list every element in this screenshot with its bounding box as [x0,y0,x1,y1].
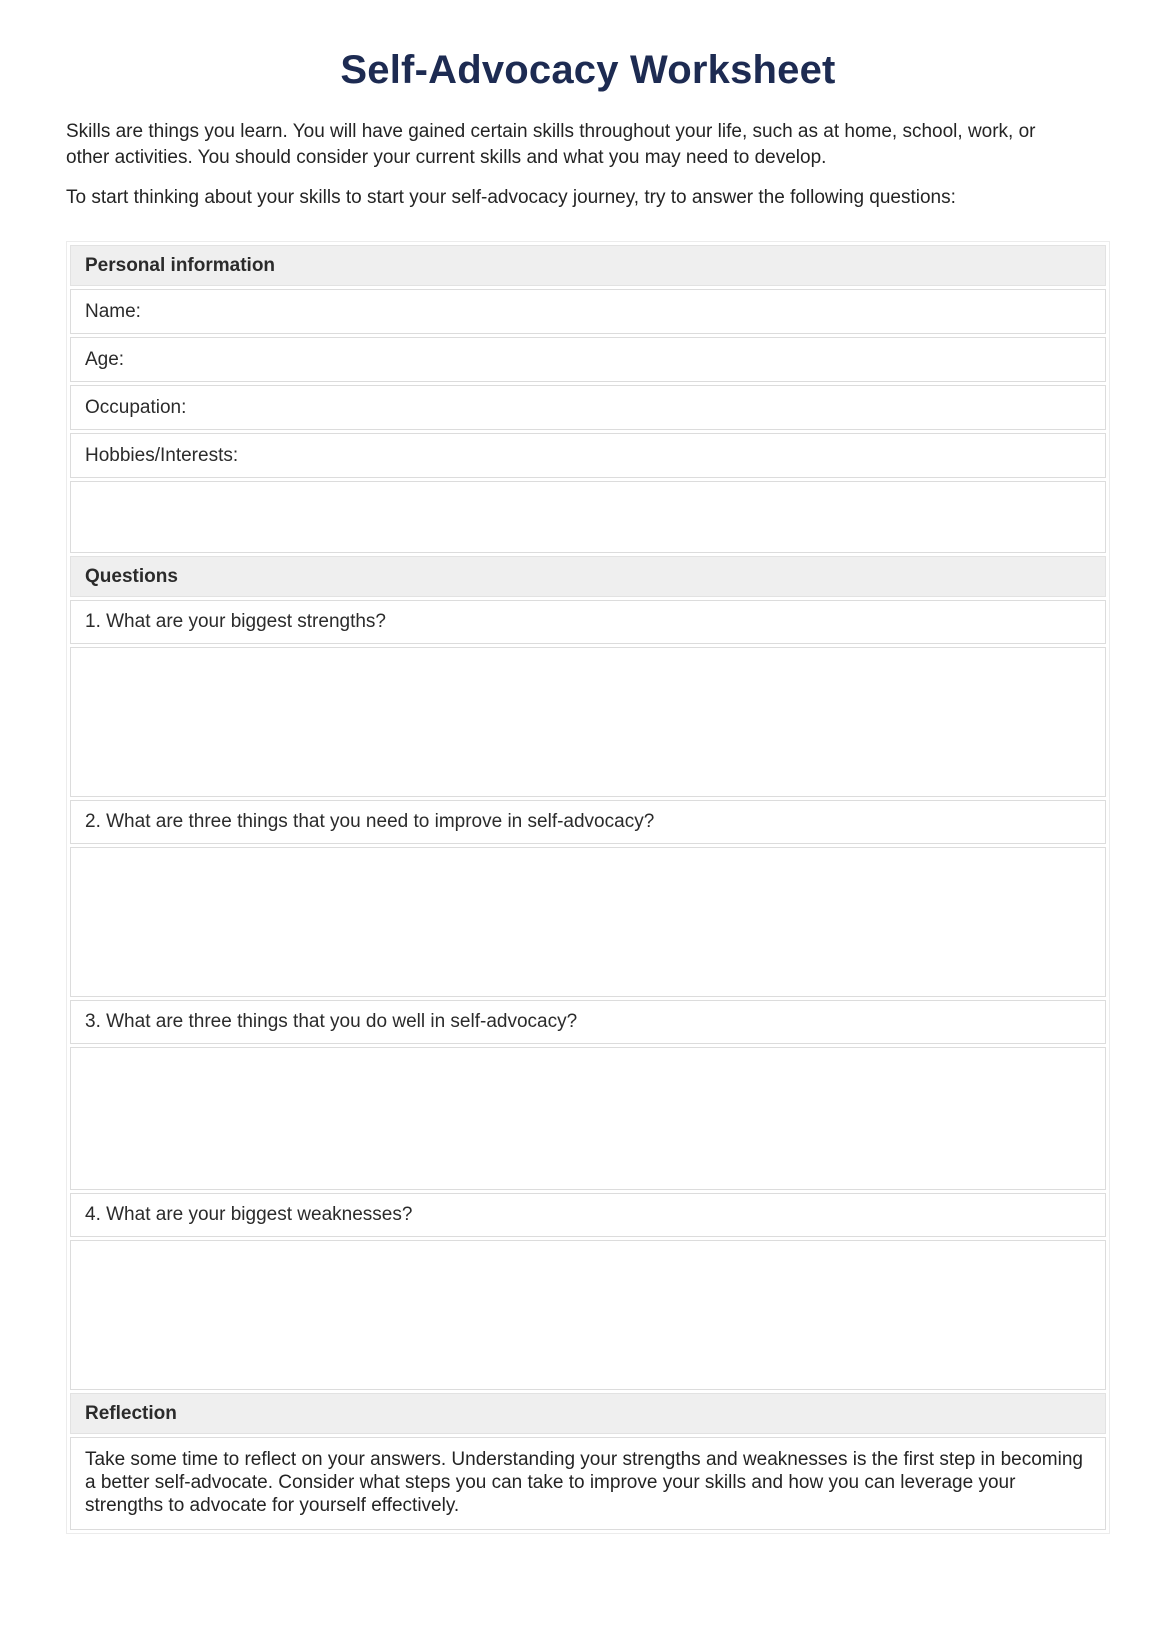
question-1-text: 1. What are your biggest strengths? [85,611,386,632]
question-3-answer-area[interactable] [70,1047,1106,1190]
section-header-questions [70,556,1106,597]
section-header-reflection-label: Reflection [85,1402,177,1424]
question-2-answer-area[interactable] [70,847,1106,997]
hobbies-interests-field-row[interactable] [70,433,1106,478]
intro-paragraph-1: Skills are things you learn. You will have gained certain skills throughout your life, such as at home, school, work, or other activities. You should consider your current skills and what you may need to develop. [66,121,1036,168]
age-field-row[interactable] [70,337,1106,382]
question-4-answer-area[interactable] [70,1240,1106,1390]
section-header-personal-information-label: Personal information [85,254,276,276]
question-2-row [70,800,1106,844]
question-4-text: 4. What are your biggest weaknesses? [85,1204,413,1225]
hobbies-interests-answer-area[interactable] [70,481,1106,553]
reflection-text-row [70,1437,1106,1530]
question-1-answer-area[interactable] [70,647,1106,797]
occupation-field-row[interactable] [70,385,1106,430]
occupation-field-label: Occupation: [85,396,187,418]
worksheet-table [66,241,1110,1534]
section-header-personal-information [70,245,1106,286]
reflection-text: Take some time to reflect on your answers. Understanding your strengths and weaknesses is the first step in becoming a better self-advocate. Consider what steps you can take to improve your skills and how you can leverage your strengths to advocate for yourself effectively. [85,1449,1083,1516]
age-field-label: Age: [85,348,125,370]
question-4-row [70,1193,1106,1237]
question-3-text: 3. What are three things that you do well in self-advocacy? [85,1011,578,1032]
question-1-row [70,600,1106,644]
section-header-questions-label: Questions [85,565,178,587]
name-field-label: Name: [85,300,141,322]
name-field-row[interactable] [70,289,1106,334]
intro-section [66,119,1110,211]
question-3-row [70,1000,1106,1044]
section-header-reflection [70,1393,1106,1434]
page-title: Self-Advocacy Worksheet [340,48,836,92]
question-2-text: 2. What are three things that you need to improve in self-advocacy? [85,811,655,832]
hobbies-interests-field-label: Hobbies/Interests: [85,444,239,466]
intro-paragraph-2: To start thinking about your skills to start your self-advocacy journey, try to answer the following questions: [66,187,956,208]
